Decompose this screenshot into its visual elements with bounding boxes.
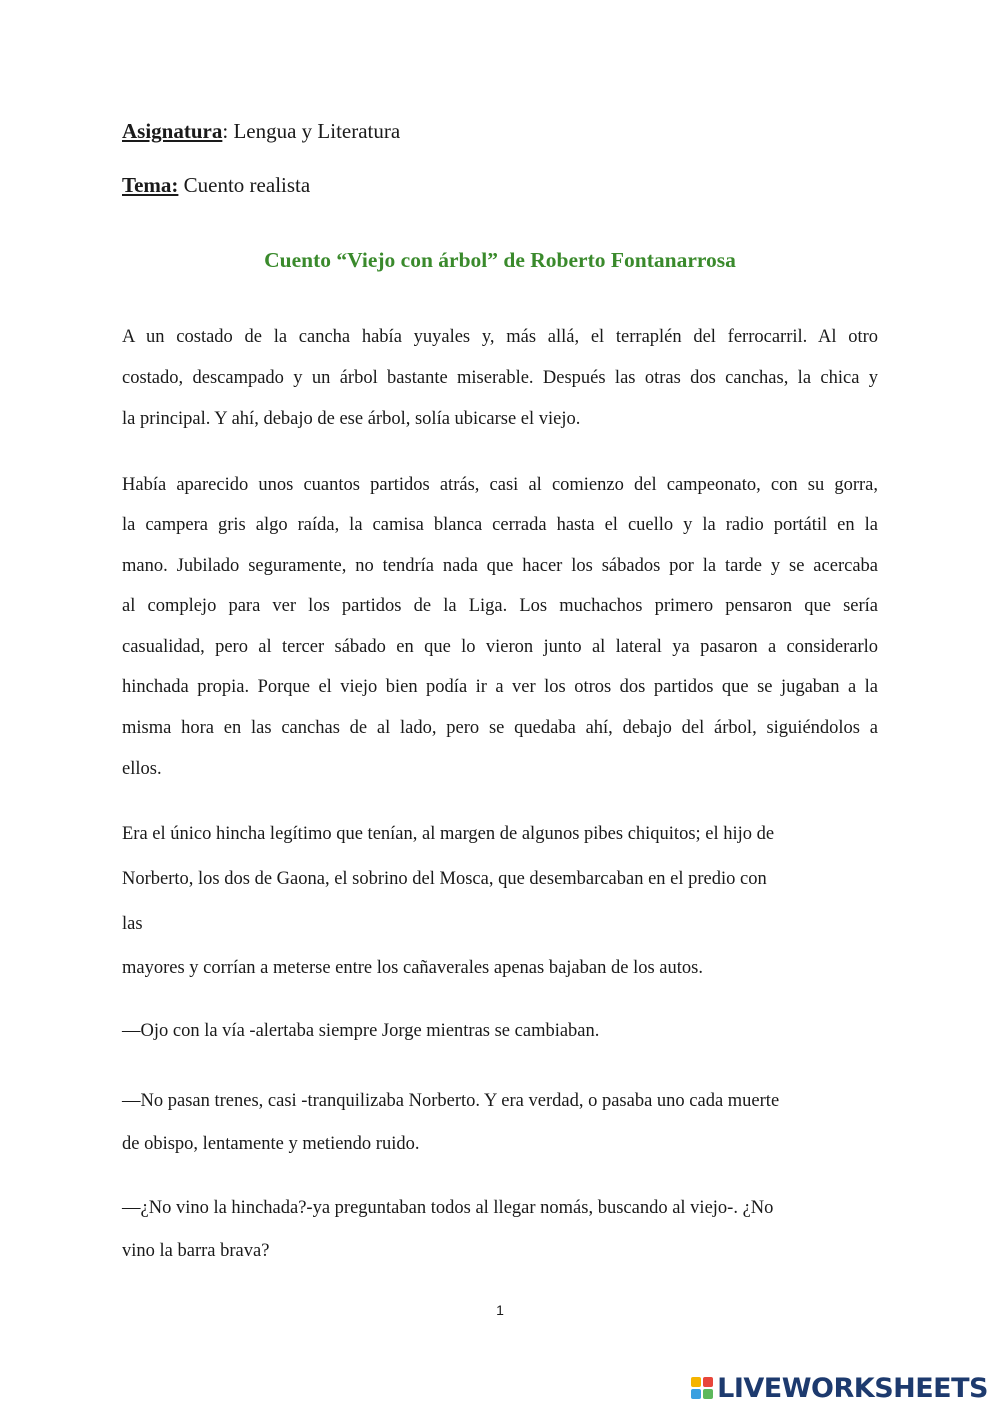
- topic-value: Cuento realista: [178, 173, 311, 197]
- paragraph-2-line-7: misma hora en las canchas de al lado, pero se quedaba ahí, debajo del árbol, siguiéndolos a: [122, 718, 878, 738]
- paragraph-2-line-3: mano. Jubilado seguramente, no tendría nada que hacer los sábados por la tarde y se acercaba: [122, 556, 878, 576]
- paragraph-2-line-6: hinchada propia. Porque el viejo bien podía ir a ver los otros dos partidos que se jugaban a la: [122, 677, 878, 697]
- paragraph-1-line-2: costado, descampado y un árbol bastante miserable. Después las otras dos canchas, la chica y: [122, 368, 878, 388]
- mark-square-4: [703, 1389, 713, 1399]
- paragraph-3-line-1: Era el único hincha legítimo que tenían, al margen de algunos pibes chiquitos; el hijo de: [122, 824, 775, 844]
- dialogue-3-line-2: vino la barra brava?: [122, 1241, 270, 1261]
- paragraph-2-line-8: ellos.: [122, 759, 162, 779]
- topic-label: Tema:: [122, 173, 179, 197]
- dialogue-3-line-1: —¿No vino la hinchada?-ya preguntaban todos al llegar nomás, buscando al viejo-. ¿No: [122, 1198, 774, 1218]
- subject-value: : Lengua y Literatura: [222, 119, 401, 143]
- paragraph-3-line-3: las: [122, 914, 143, 934]
- paragraph-3-line-2: Norberto, los dos de Gaona, el sobrino del Mosca, que desembarcaban en el predio con: [122, 869, 767, 889]
- liveworksheets-wordmark: LIVEWORKSHEETS: [717, 1372, 988, 1404]
- mark-square-3: [691, 1389, 701, 1399]
- paragraph-2-line-2: la campera gris algo raída, la camisa blanca cerrada hasta el cuello y la radio portátil en la: [122, 515, 878, 535]
- page-number: 1: [496, 1302, 504, 1318]
- subject-line: [122, 119, 400, 144]
- mark-square-2: [703, 1377, 713, 1387]
- topic-line: [122, 173, 310, 198]
- dialogue-1: —Ojo con la vía -alertaba siempre Jorge mientras se cambiaban.: [122, 1021, 600, 1041]
- paragraph-1-line-1: A un costado de la cancha había yuyales y, más allá, el terraplén del ferrocarril. Al otro: [122, 327, 878, 347]
- story-title: Cuento “Viejo con árbol” de Roberto Fontanarrosa: [264, 248, 736, 272]
- subject-label: Asignatura: [122, 119, 223, 143]
- paragraph-2-line-1: Había aparecido unos cuantos partidos atrás, casi al comienzo del campeonato, con su gorra,: [122, 475, 878, 495]
- dialogue-2-line-1: —No pasan trenes, casi -tranquilizaba Norberto. Y era verdad, o pasaba uno cada muerte: [122, 1091, 780, 1111]
- liveworksheets-mark-icon: [691, 1377, 713, 1399]
- liveworksheets-logo[interactable]: [691, 1372, 988, 1404]
- paragraph-3-line-4: mayores y corrían a meterse entre los cañaverales apenas bajaban de los autos.: [122, 958, 703, 978]
- paragraph-1-line-3: la principal. Y ahí, debajo de ese árbol, solía ubicarse el viejo.: [122, 409, 581, 429]
- mark-square-1: [691, 1377, 701, 1387]
- paragraph-2-line-5: casualidad, pero al tercer sábado en que lo vieron junto al lateral ya pasaron a considerarlo: [122, 637, 878, 657]
- dialogue-2-line-2: de obispo, lentamente y metiendo ruido.: [122, 1134, 420, 1154]
- paragraph-2-line-4: al complejo para ver los partidos de la Liga. Los muchachos primero pensaron que sería: [122, 596, 878, 616]
